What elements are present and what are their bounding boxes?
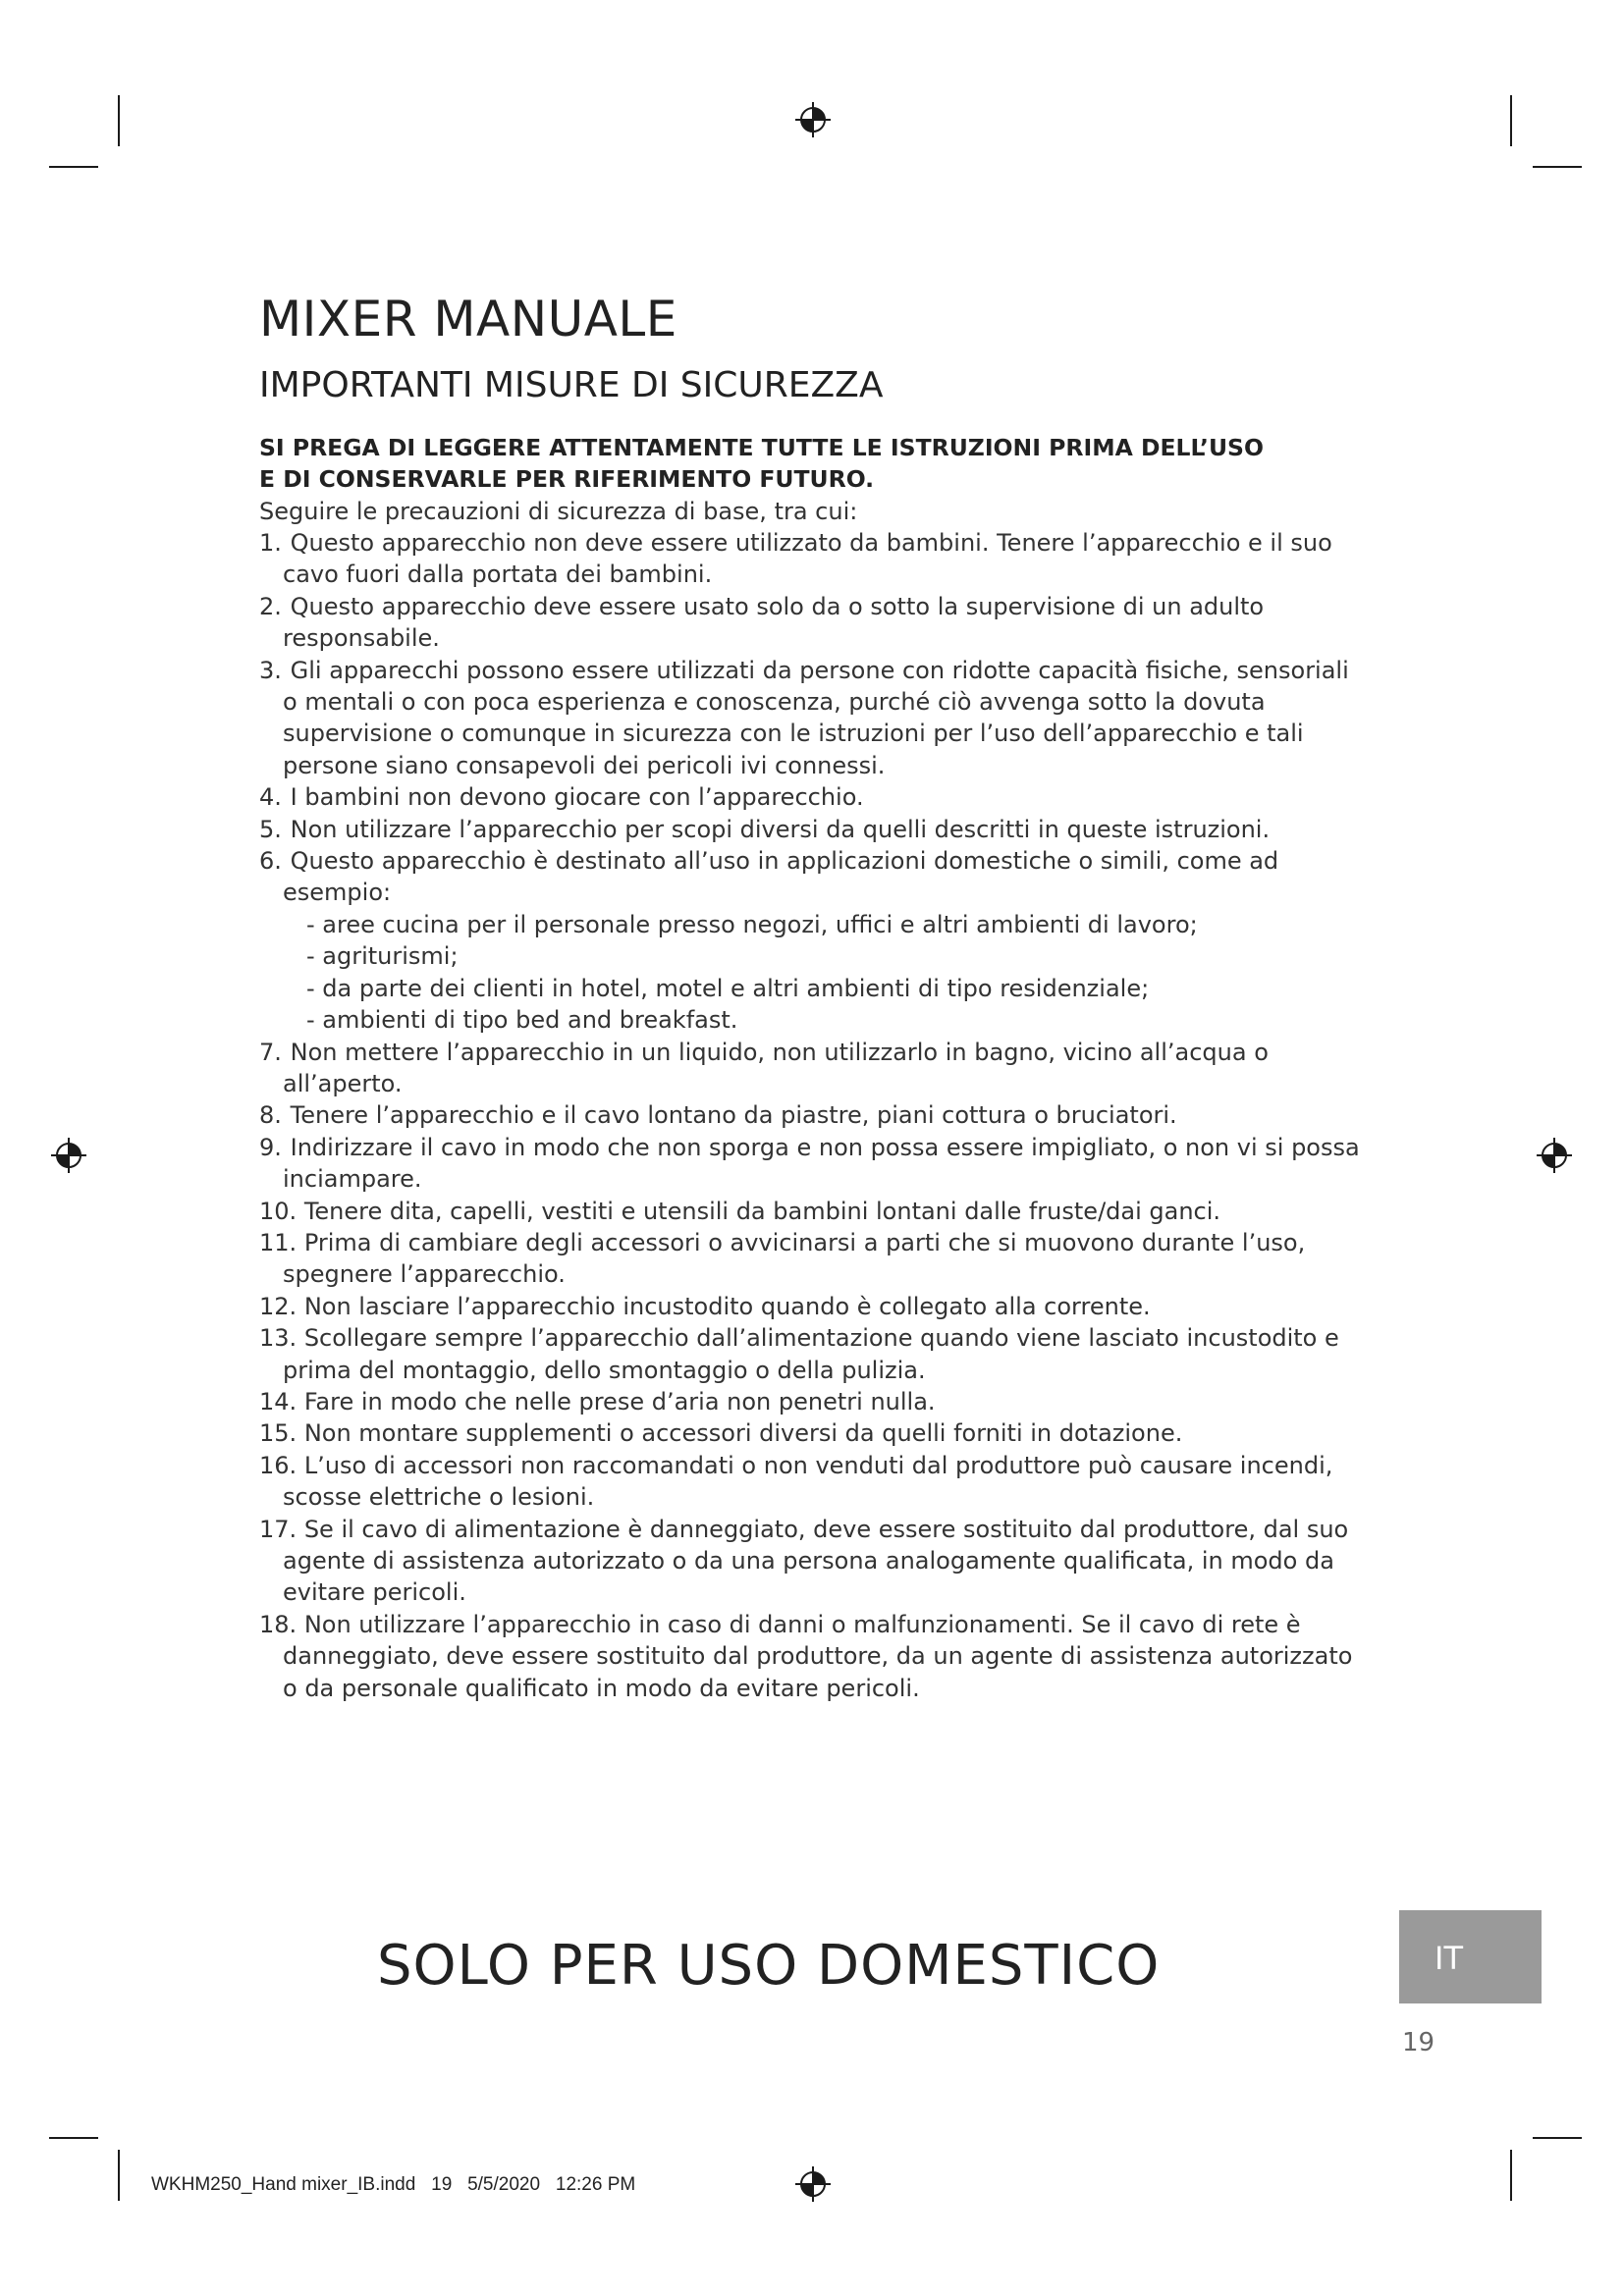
safety-notice-line: SI PREGA DI LEGGERE ATTENTAMENTE TUTTE LE ISTRUZIONI PRIMA DELL’USO bbox=[259, 434, 1264, 461]
item-number: 16. bbox=[259, 1451, 298, 1479]
item-text: Non montare supplementi o accessori diversi da quelli forniti in dotazione. bbox=[303, 1419, 1183, 1448]
list-item bbox=[259, 1132, 1369, 1196]
item-text: Tenere dita, capelli, vestiti e utensili da bambini lontani dalle fruste/dai ganci. bbox=[303, 1197, 1221, 1225]
item-text: Non lasciare l’apparecchio incustodito quando è collegato alla corrente. bbox=[303, 1292, 1151, 1320]
crop-mark bbox=[49, 2137, 98, 2139]
item-number: 1. bbox=[259, 529, 282, 557]
language-label: IT bbox=[1435, 1940, 1463, 1977]
crop-mark bbox=[49, 166, 98, 168]
item-number: 8. bbox=[259, 1101, 282, 1130]
list-item bbox=[259, 781, 1369, 813]
safety-rules-list bbox=[259, 527, 1369, 1704]
item-text: Gli apparecchi possono essere utilizzati da persone con ridotte capacità fisiche, sensoriali o mentali o con poca esperienza e conoscenza, purché ciò avvenga sotto la dovuta supervisione o comunque in sicurezza con le istruzioni per l’uso dell’apparecchio e tali persone siano consapevoli dei pericoli ivi connessi. bbox=[283, 656, 1349, 779]
sub-item: - agriturismi; bbox=[306, 942, 459, 971]
list-item bbox=[259, 1417, 1369, 1449]
list-item bbox=[259, 1227, 1369, 1291]
page-number: 19 bbox=[1402, 2028, 1435, 2057]
item-number: 17. bbox=[259, 1515, 298, 1543]
section-heading: IMPORTANTI MISURE DI SICUREZZA bbox=[259, 365, 884, 405]
list-item bbox=[259, 1099, 1369, 1131]
domestic-use-banner: SOLO PER USO DOMESTICO bbox=[377, 1934, 1161, 1998]
registration-mark-icon bbox=[793, 2164, 833, 2204]
item-text: Non mettere l’apparecchio in un liquido, non utilizzarlo in bagno, vicino all’acqua o all’aperto. bbox=[283, 1038, 1269, 1097]
list-item bbox=[259, 1609, 1369, 1704]
safety-notice-line: E DI CONSERVARLE PER RIFERIMENTO FUTURO. bbox=[259, 465, 875, 493]
item-number: 5. bbox=[259, 815, 282, 843]
sub-item: - ambienti di tipo bed and breakfast. bbox=[306, 1006, 738, 1035]
list-item bbox=[259, 1514, 1369, 1609]
crop-mark bbox=[118, 95, 120, 146]
item-text: Scollegare sempre l’apparecchio dall’alimentazione quando viene lasciato incustodito e prima del montaggio, dello smontaggio o della pulizia. bbox=[283, 1324, 1339, 1384]
sub-item: - aree cucina per il personale presso negozi, uffici e altri ambienti di lavoro; bbox=[306, 910, 1198, 938]
registration-mark-icon bbox=[793, 100, 833, 139]
crop-mark bbox=[1510, 95, 1512, 146]
item-number: 10. bbox=[259, 1197, 298, 1225]
item-text: Se il cavo di alimentazione è danneggiato, deve essere sostituito dal produttore, dal suo agente di assistenza autorizzato o da una persona analogamente qualificata, in modo da evitare pericoli. bbox=[283, 1515, 1349, 1607]
item-number: 13. bbox=[259, 1324, 298, 1353]
list-item bbox=[259, 591, 1369, 655]
item-number: 9. bbox=[259, 1133, 282, 1161]
crop-mark bbox=[1533, 2137, 1582, 2139]
item-text: L’uso di accessori non raccomandati o non venduti dal produttore può causare incendi, scosse elettriche o lesioni. bbox=[283, 1451, 1333, 1512]
list-item bbox=[259, 1322, 1369, 1386]
item-text: Non utilizzare l’apparecchio in caso di danni o malfunzionamenti. Se il cavo di rete è danneggiato, deve essere sostituito dal produttore, da un agente di assistenza autorizzato o da personale qualificato in modo da evitare pericoli. bbox=[283, 1610, 1353, 1702]
item-number: 3. bbox=[259, 656, 282, 684]
list-item bbox=[259, 1291, 1369, 1322]
list-item bbox=[259, 1037, 1369, 1100]
item-number: 11. bbox=[259, 1228, 298, 1256]
item-text: Questo apparecchio non deve essere utilizzato da bambini. Tenere l’apparecchio e il suo cavo fuori dalla portata dei bambini. bbox=[283, 529, 1332, 589]
item-number: 6. bbox=[259, 847, 282, 876]
item-text: Questo apparecchio è destinato all’uso in applicazioni domestiche o simili, come ad esempio: bbox=[283, 847, 1279, 907]
item-text: Prima di cambiare degli accessori o avvicinarsi a parti che si muovono durante l’uso, spegnere l’apparecchio. bbox=[283, 1228, 1306, 1289]
item-text: Questo apparecchio deve essere usato solo da o sotto la supervisione di un adulto responsabile. bbox=[283, 592, 1265, 653]
safety-notice bbox=[259, 432, 1388, 495]
item-text: Non utilizzare l’apparecchio per scopi diversi da quelli descritti in queste istruzioni. bbox=[290, 815, 1271, 843]
item-text: Indirizzare il cavo in modo che non sporga e non possa essere impigliato, o non vi si possa inciampare. bbox=[283, 1133, 1360, 1194]
page-title: MIXER MANUALE bbox=[259, 291, 677, 347]
list-item bbox=[259, 527, 1369, 591]
item-text: I bambini non devono giocare con l’apparecchio. bbox=[290, 783, 864, 812]
list-item bbox=[259, 814, 1369, 845]
intro-text: Seguire le precauzioni di sicurezza di base, tra cui: bbox=[259, 498, 858, 525]
crop-mark bbox=[1510, 2150, 1512, 2201]
list-item bbox=[259, 1450, 1369, 1514]
list-item bbox=[259, 845, 1369, 1036]
item-text: Fare in modo che nelle prese d’aria non penetri nulla. bbox=[303, 1387, 936, 1415]
item-number: 4. bbox=[259, 783, 282, 812]
sub-item: - da parte dei clienti in hotel, motel e altri ambienti di tipo residenziale; bbox=[306, 974, 1150, 1002]
list-item bbox=[259, 655, 1369, 782]
item-number: 12. bbox=[259, 1292, 298, 1320]
item-text: Tenere l’apparecchio e il cavo lontano da piastre, piani cottura o bruciatori. bbox=[290, 1101, 1177, 1130]
item-number: 14. bbox=[259, 1387, 298, 1415]
crop-mark bbox=[118, 2150, 120, 2201]
print-slug: WKHM250_Hand mixer_IB.indd 19 5/5/2020 12:26 PM bbox=[151, 2174, 636, 2195]
list-item bbox=[259, 1386, 1369, 1417]
registration-mark-icon bbox=[49, 1136, 88, 1175]
item-number: 7. bbox=[259, 1038, 282, 1066]
registration-mark-icon bbox=[1535, 1136, 1574, 1175]
crop-mark bbox=[1533, 166, 1582, 168]
item-number: 18. bbox=[259, 1610, 298, 1638]
list-item bbox=[259, 1196, 1369, 1227]
item-number: 2. bbox=[259, 592, 282, 620]
item-number: 15. bbox=[259, 1419, 298, 1448]
language-tab bbox=[1399, 1910, 1542, 2003]
